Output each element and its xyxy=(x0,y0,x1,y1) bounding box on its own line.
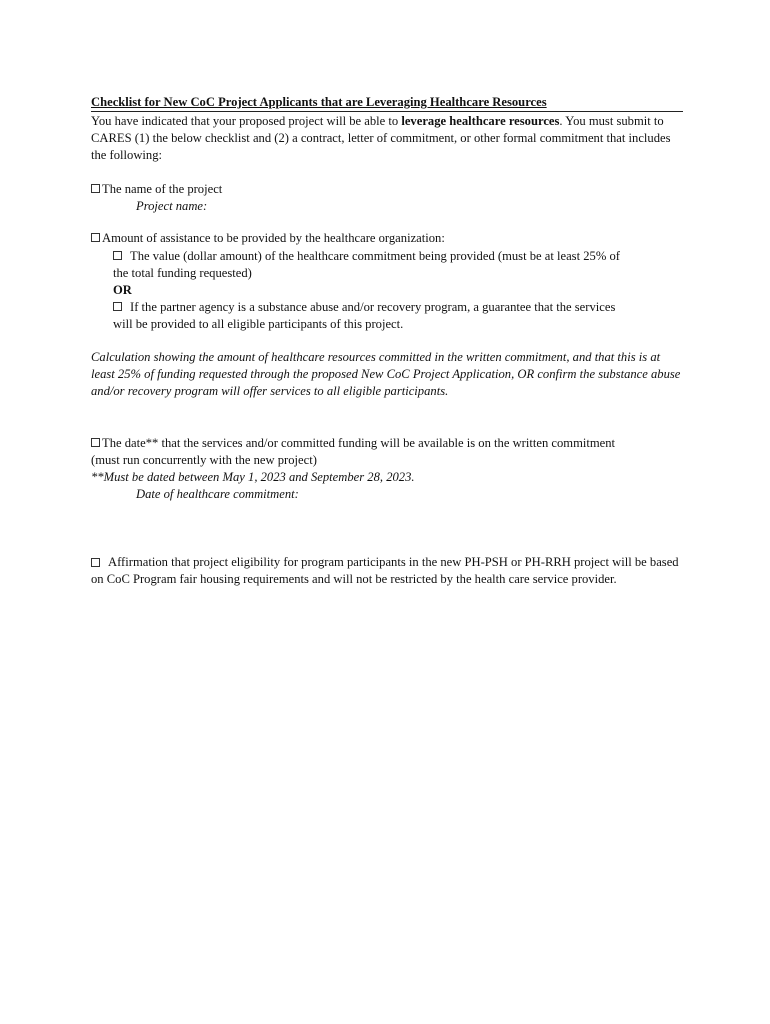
guarantee-option-checkbox[interactable] xyxy=(113,302,122,311)
date-field[interactable]: Date of healthcare commitment: xyxy=(136,487,299,501)
date-label-1: The date** that the services and/or committed funding will be available is on the written commitment xyxy=(102,436,616,450)
project-name-field[interactable]: Project name: xyxy=(136,199,208,213)
item-date xyxy=(91,435,683,503)
document-title: Checklist for New CoC Project Applicants that are Leveraging Healthcare Resources xyxy=(91,95,547,109)
intro-paragraph xyxy=(91,113,683,164)
value-option-checkbox[interactable] xyxy=(113,251,122,260)
date-checkbox[interactable] xyxy=(91,438,100,447)
project-name-checkbox[interactable] xyxy=(91,184,100,193)
or-label: OR xyxy=(113,283,132,297)
calculation-note: Calculation showing the amount of healthcare resources committed in the written commitment, and that this is at least 25% of funding requested through the proposed New CoC Project Application, OR confirm the substance abuse and/or recovery program will offer services to all eligible participants. xyxy=(91,350,681,398)
project-name-label: The name of the project xyxy=(102,182,223,196)
affirmation-checkbox[interactable] xyxy=(91,558,100,567)
intro-text-bold: leverage healthcare resources xyxy=(401,114,560,128)
assistance-options xyxy=(91,248,683,333)
intro-text-before: You have indicated that your proposed project will be able to xyxy=(91,114,402,128)
date-label-2: (must run concurrently with the new project) xyxy=(91,453,317,467)
affirmation-paragraph xyxy=(91,554,683,588)
value-option-text-1: The value (dollar amount) of the healthcare commitment being provided (must be at least 25% of xyxy=(130,249,620,263)
assistance-label: Amount of assistance to be provided by the healthcare organization: xyxy=(102,231,445,245)
item-assistance xyxy=(91,230,683,333)
value-option-text-2: the total funding requested) xyxy=(113,266,252,280)
guarantee-option-text-2: will be provided to all eligible participants of this project. xyxy=(113,317,404,331)
assistance-checkbox[interactable] xyxy=(91,233,100,242)
title-rule xyxy=(91,94,683,112)
guarantee-option-text-1: If the partner agency is a substance abuse and/or recovery program, a guarantee that the services xyxy=(130,300,616,314)
date-note: **Must be dated between May 1, 2023 and September 28, 2023. xyxy=(91,470,415,484)
document-content xyxy=(91,94,683,588)
item-project-name xyxy=(91,181,683,215)
item-affirmation xyxy=(91,554,683,588)
intro-text-after: . You must submit to CARES (1) the below checklist and (2) a contract, letter of commitment, or other formal commitment that includes the following: xyxy=(91,114,671,162)
affirmation-label: Affirmation that project eligibility for program participants in the new PH-PSH or PH-RRH project will be based on CoC Program fair housing requirements and will not be restricted by the health care service provider. xyxy=(91,555,679,586)
